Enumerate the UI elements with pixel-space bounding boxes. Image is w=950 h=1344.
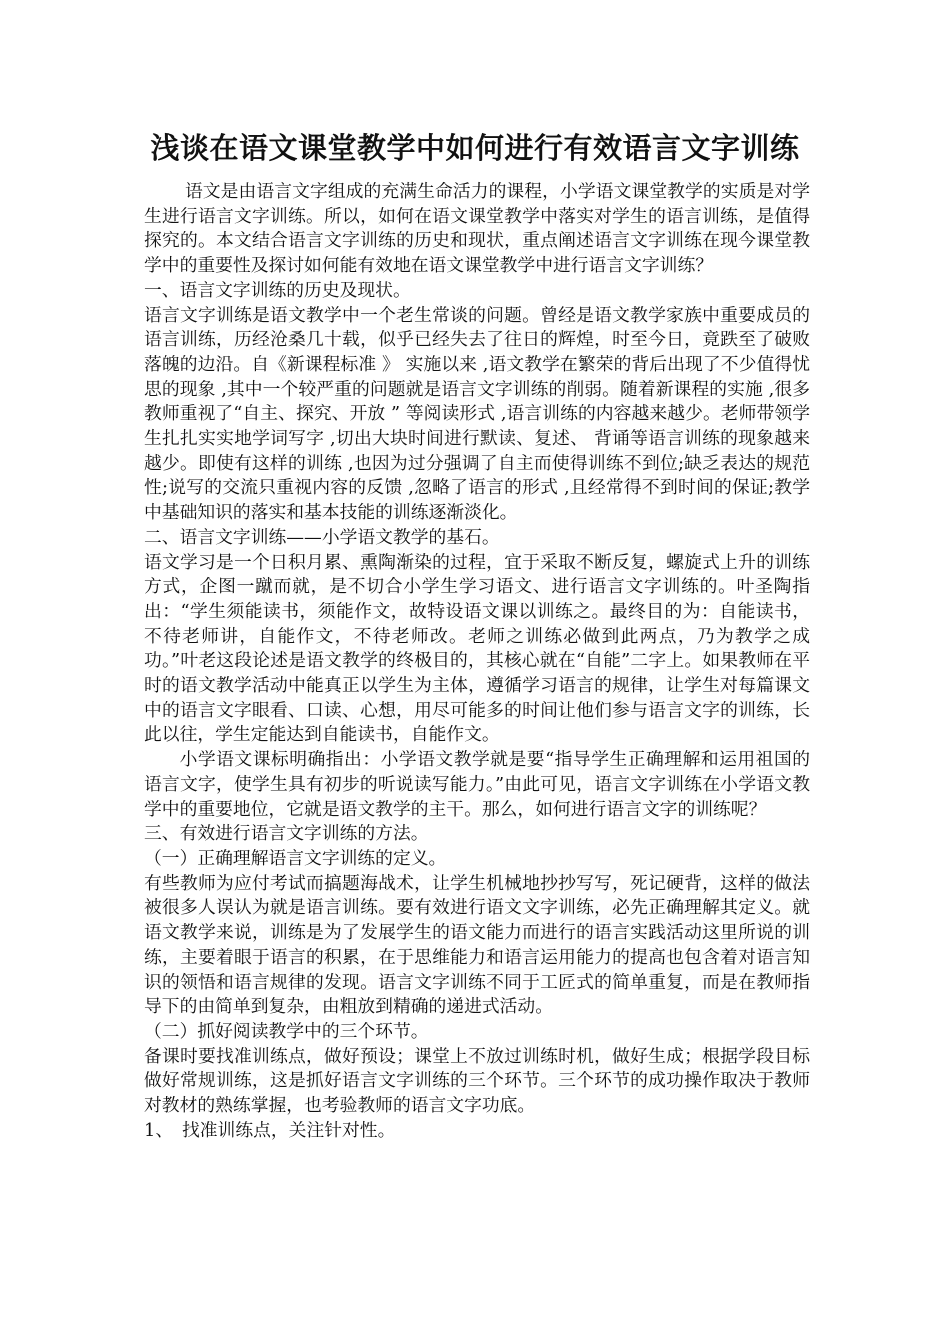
- intro-paragraph: 语文是由语言文字组成的充满生命活力的课程，小学语文课堂教学的实质是对学生进行语言文字训练。所以，如何在语文课堂教学中落实对学生的语言训练，是值得探究的。本文结合语言文字训练的历史和现状，重点阐述语言文字训练在现今课堂教学中的重要性及探讨如何能有效地在语文课堂教学中进行语言文字训练？: [144, 181, 810, 277]
- subsection-heading-2: （二）抓好阅读教学中的三个环节。: [144, 1020, 429, 1042]
- document-body: [144, 180, 810, 1143]
- list-item-1: 1、 找准训练点，关注针对性。: [144, 1119, 396, 1141]
- subsection-2-paragraph: 备课时要找准训练点，做好预设；课堂上不放过训练时机，做好生成；根据学段目标做好常规训练，这是抓好语言文字训练的三个环节。三个环节的成功操作取决于教师对教材的熟练掌握，也考验教师的语言文字功底。: [144, 1045, 810, 1117]
- subsection-1-paragraph: 有些教师为应付考试而搞题海战术，让学生机械地抄抄写写，死记硬背，这样的做法被很多人误认为就是语言训练。要有效进行语文文字训练，必先正确理解其定义。就语文教学来说，训练是为了发展学生的语文能力而进行的语言实践活动这里所说的训练，主要着眼于语言的积累，在于思维能力和语言运用能力的提高也包含着对语言知识的领悟和语言规律的发现。语言文字训练不同于工匠式的简单重复，而是在教师指导下的由简单到复杂，由粗放到精确的递进式活动。: [144, 872, 810, 1018]
- section-heading-1: 一、语言文字训练的历史及现状。: [144, 279, 411, 301]
- section-1-paragraph: 语言文字训练是语文教学中一个老生常谈的问题。曾经是语文教学家族中重要成员的语言训练，历经沧桑几十载，似乎已经失去了往日的辉煌，时至今日，竟跌至了破败落魄的边沿。自《新课程标准 》 实施以来 ,语文教学在繁荣的背后出现了不少值得忧思的现象 ,其中一个较严重的问题就是语言文字训练的削弱。随着新课程的实施 ,很多教师重视了“自主、探究、开放 ” 等阅读形式 ,语言训练的内容越来越少。老师带领学生扎扎实实地学词写字 ,切出大块时间进行默读、复述、 背诵等语言训练的现象越来越少。即使有这样的训练 ,也因为过分强调了自主而使得训练不到位;缺乏表达的规范性;说写的交流只重视内容的反馈 ,忽略了语言的形式 ,且经常得不到时间的保证;教学中基础知识的落实和基本技能的训练逐渐淡化。: [144, 304, 810, 524]
- section-heading-3: 三、有效进行语言文字训练的方法。: [144, 823, 429, 845]
- section-2-paragraph-1: 语文学习是一个日积月累、熏陶渐染的过程，宜于采取不断反复，螺旋式上升的训练方式，企图一蹴而就，是不切合小学生学习语文、进行语言文字训练的。叶圣陶指出：“学生须能读书，须能作文，故特设语文课以训练之。最终目的为：自能读书，不待老师讲，自能作文，不待老师改。老师之训练必做到此两点，乃为教学之成功。”叶老这段论述是语文教学的终极目的，其核心就在“自能”二字上。如果教师在平时的语文教学活动中能真正以学生为主体，遵循学习语言的规律，让学生对每篇课文中的语言文字眼看、口读、心想，用尽可能多的时间让他们参与语言文字的训练，长此以往，学生定能达到自能读书，自能作文。: [144, 551, 810, 746]
- subsection-heading-1: （一）正确理解语言文字训练的定义。: [144, 847, 447, 869]
- document-title: 浅谈在语文课堂教学中如何进行有效语言文字训练: [150, 131, 800, 165]
- section-2-paragraph-2: 小学语文课标明确指出：小学语文教学就是要“指导学生正确理解和运用祖国的语言文字，使学生具有初步的听说读写能力。”由此可见，语言文字训练在小学语文教学中的重要地位，它就是语文教学的主干。那么，如何进行语言文字的训练呢？: [144, 749, 810, 820]
- section-heading-2: 二、语言文字训练——小学语文教学的基石。: [144, 526, 500, 548]
